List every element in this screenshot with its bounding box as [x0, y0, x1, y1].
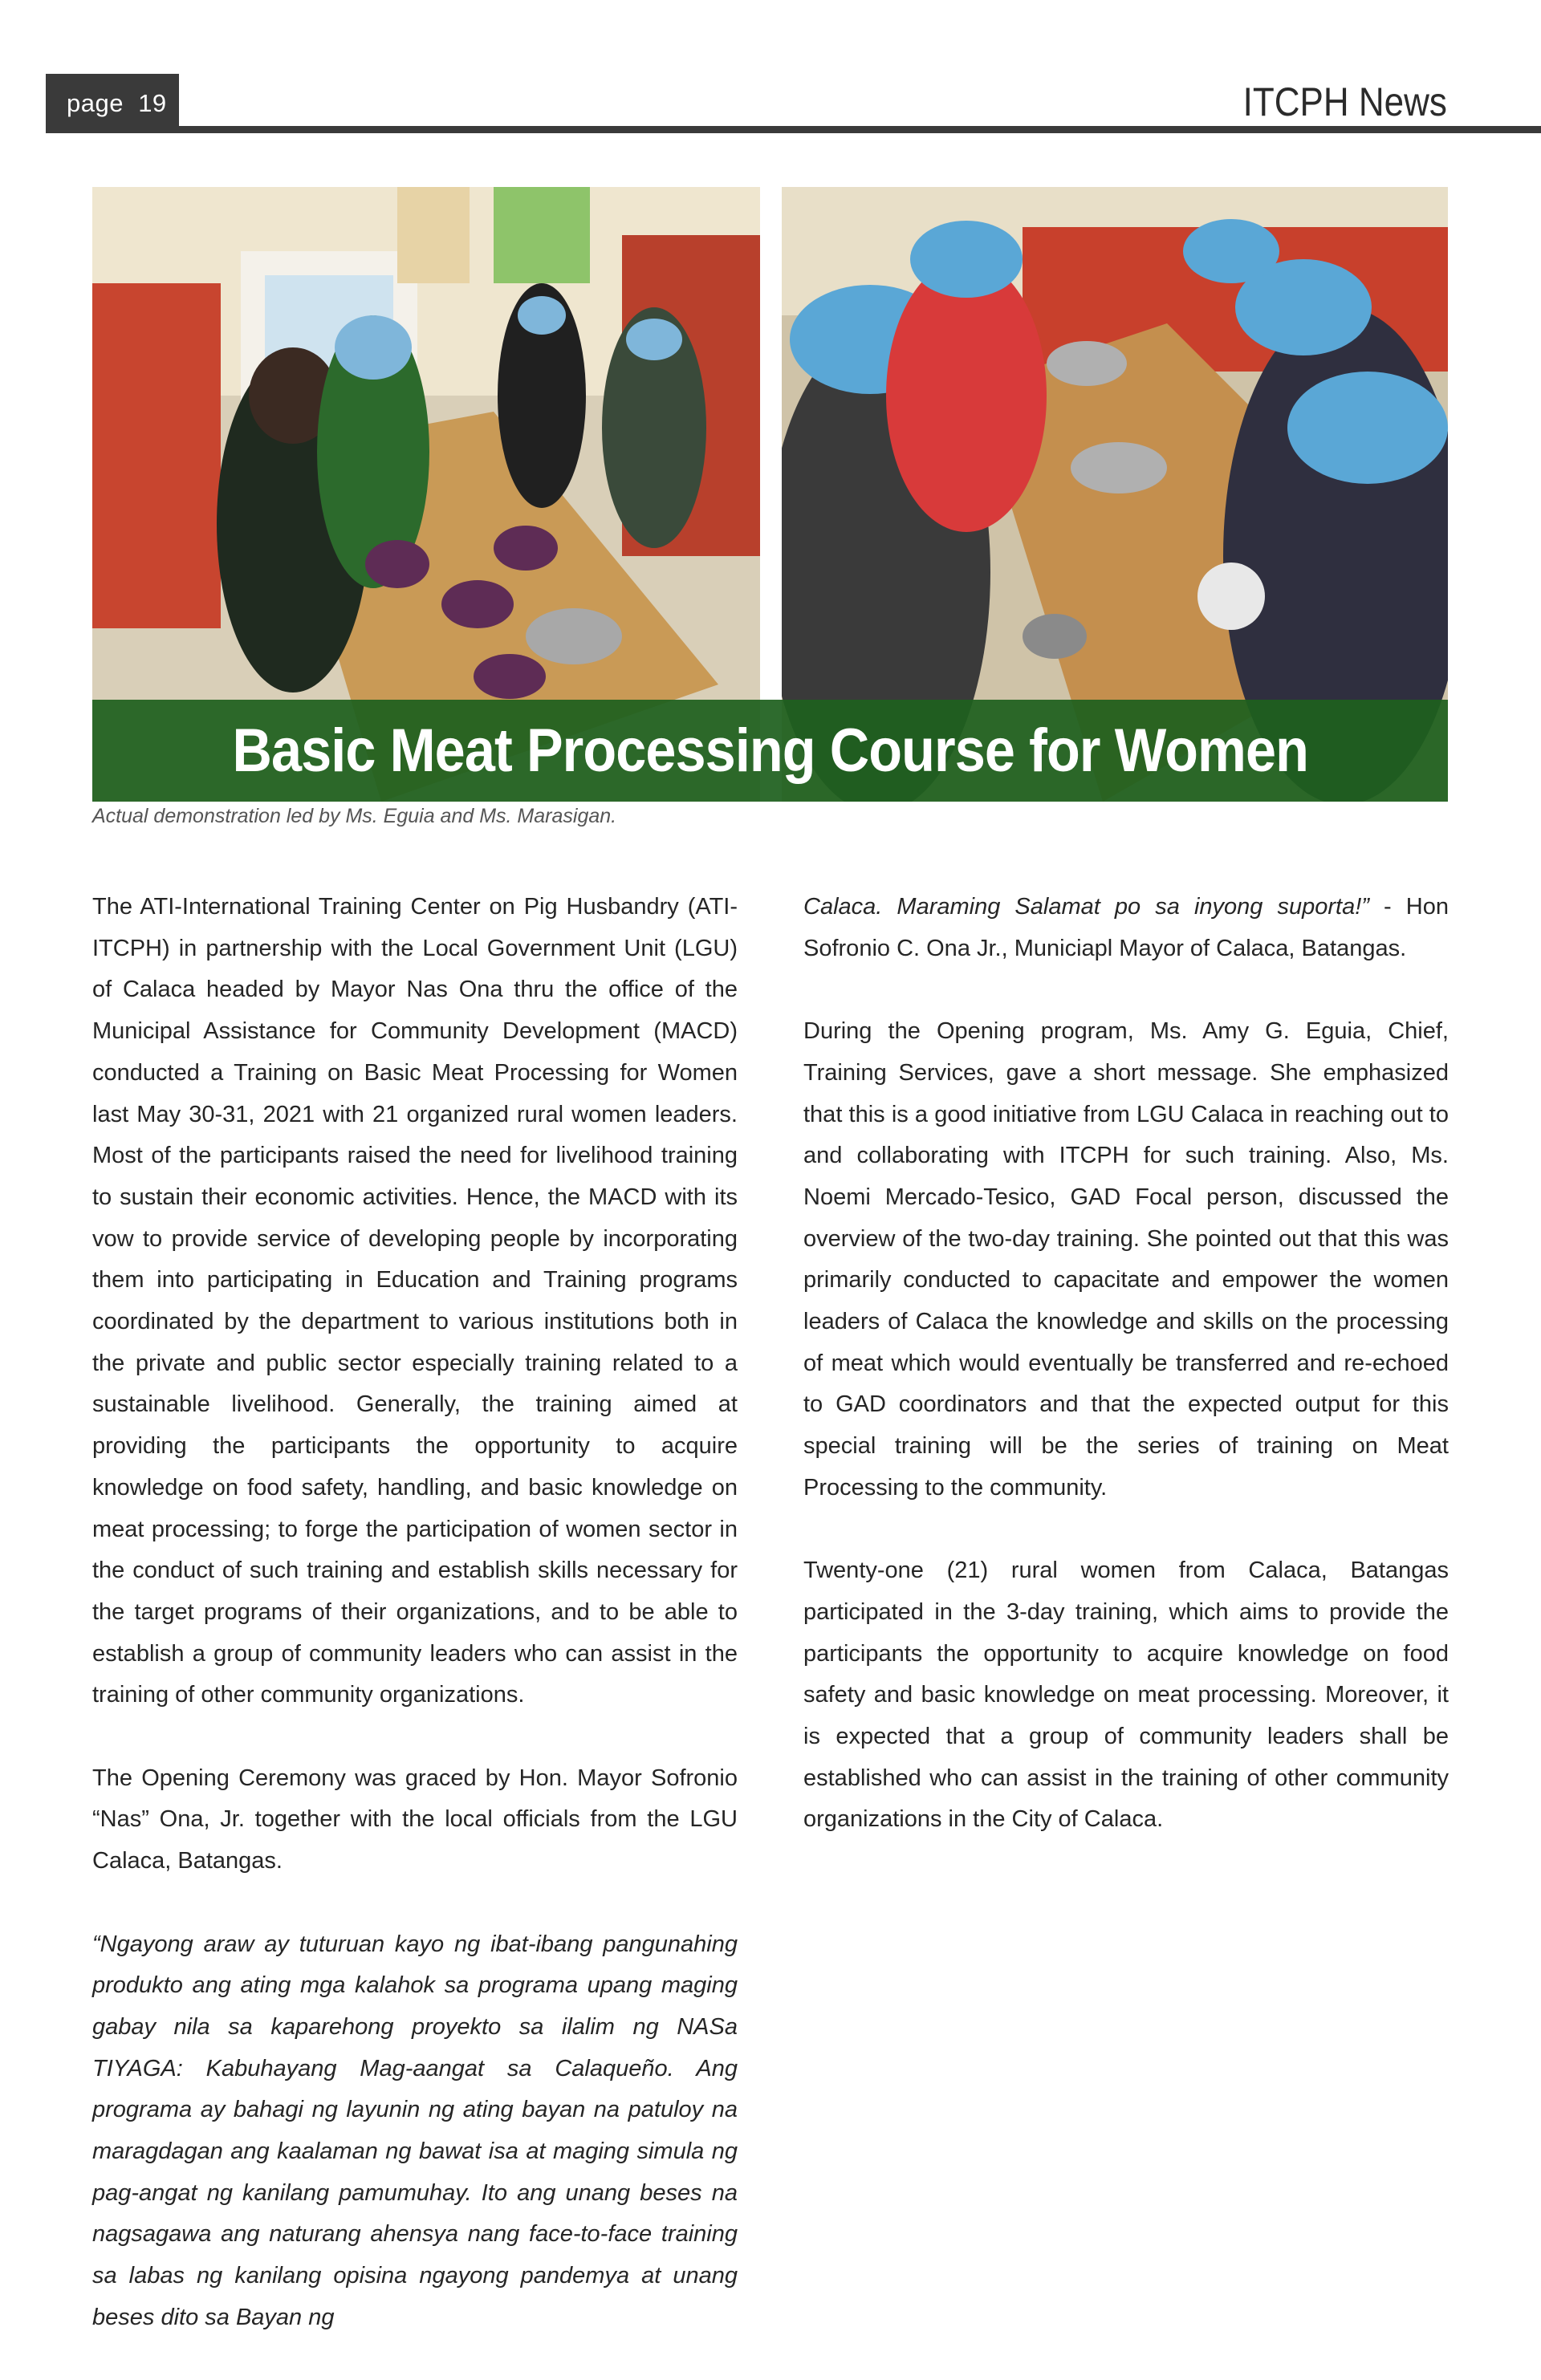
- quote-end: Calaca. Maraming Salamat po sa inyong suporta!”: [803, 894, 1369, 920]
- publication-title: ITCPH News: [1242, 79, 1447, 124]
- mayor-quote: “Ngayong araw ay tuturuan kayo ng ibat-ibang pangunahing produkto ang ating mga kalahok sa programa upang maging gabay nila sa kaparehong proyekto sa ilalim ng NASa TIYAGA: Kabuhayang Mag-aangat sa Calaqueño. Ang programa ay bahagi ng layunin ng ating bayan na patuloy na maragdagan ang kaalaman ng bawat isa at maging simula ng pag-angat ng kanilang pamumuhay. Ito ang unang beses na nagsagawa ang naturang ahensya nang face-to-face training sa labas ng kanilang opisina ngayong pandemya at unang beses dito sa Bayan ng: [92, 1931, 738, 2330]
- headline-banner: [92, 700, 1448, 802]
- photo-caption: Actual demonstration led by Ms. Eguia and Ms. Marasigan.: [92, 805, 617, 827]
- article-paragraph: Twenty-one (21) rural women from Calaca, Batangas participated in the 3-day training, which aims to provide the participants the opportunity to acquire knowledge on food safety and basic knowledge on meat processing. Moreover, it is expected that a group of community leaders shall be established who can assist in the training of other community organizations in the City of Calaca.: [803, 1558, 1449, 1833]
- quote-attribution: - Hon Sofronio C. Ona Jr., Municiapl Mayor of Calaca, Batangas.: [803, 894, 1449, 961]
- article-column-left: [92, 887, 738, 2380]
- article-column-right: [803, 887, 1449, 1882]
- page-number-tab: [46, 74, 179, 133]
- headline: Basic Meat Processing Course for Women: [232, 717, 1308, 785]
- article-paragraph: During the Opening program, Ms. Amy G. Eguia, Chief, Training Services, gave a short message. She emphasized that this is a good initiative from LGU Calaca in reaching out to and collaborating with ITCPH for such training. Also, Ms. Noemi Mercado-Tesico, GAD Focal person, discussed the overview of the two-day training. She pointed out that this was primarily conducted to capacitate and empower the women leaders of Calaca the knowledge and skills on the processing of meat which would eventually be transferred and re-echoed to GAD coordinators and that the expected output for this special training will be the series of training on Meat Processing to the community.: [803, 1018, 1449, 1501]
- page-label: page 19: [67, 89, 167, 117]
- article-paragraph: The Opening Ceremony was graced by Hon. Mayor Sofronio “Nas” Ona, Jr. together with the local officials from the LGU Calaca, Batangas.: [92, 1765, 738, 1874]
- article-paragraph: The ATI-International Training Center on Pig Husbandry (ATI-ITCPH) in partnership with the Local Government Unit (LGU) of Calaca headed by Mayor Nas Ona thru the office of the Municipal Assistance for Community Development (MACD) conducted a Training on Basic Meat Processing for Women last May 30-31, 2021 with 21 organized rural women leaders. Most of the participants raised the need for livelihood training to sustain their economic activities. Hence, the MACD with its vow to provide service of developing people by incorporating them into participating in Education and Training programs coordinated by the department to various institutions both in the private and public sector especially training related to a sustainable livelihood. Generally, the training aimed at providing the participants the opportunity to acquire knowledge on food safety, handling, and basic knowledge on meat processing; to forge the participation of women sector in the conduct of such training and establish skills necessary for the target programs of their organizations, and to be able to establish a group of community leaders who can assist in the training of other community organizations.: [92, 894, 738, 1708]
- quote-continuation-paragraph: [803, 887, 1449, 969]
- header-rule: [46, 126, 1541, 133]
